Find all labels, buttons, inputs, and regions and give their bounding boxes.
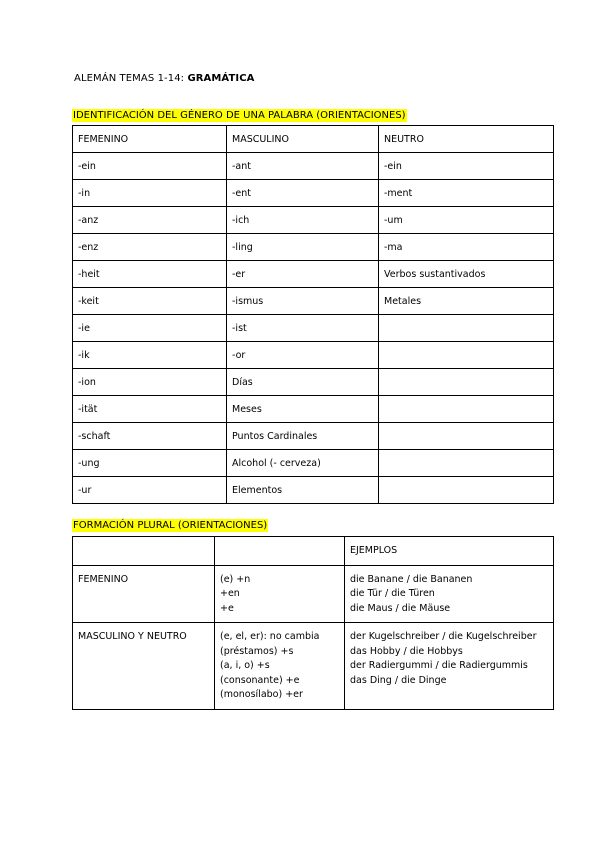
table-cell: -in xyxy=(73,180,227,207)
table-cell: -ich xyxy=(227,207,379,234)
plural-rule: (a, i, o) +s xyxy=(220,660,270,671)
table-cell xyxy=(379,315,554,342)
table-row xyxy=(73,153,554,180)
plural-example: die Banane / die Bananen xyxy=(350,573,473,585)
table-cell: -ma xyxy=(379,234,554,261)
table-cell: -schaft xyxy=(73,423,227,450)
table-row xyxy=(73,623,554,710)
table-row xyxy=(73,288,554,315)
table-cell: -enz xyxy=(73,234,227,261)
plural-example: das Hobby / die Hobbys xyxy=(350,645,463,657)
gender-label: FEMENINO xyxy=(73,565,215,623)
plural-example: der Kugelschreiber / die Kugelschreiber xyxy=(350,631,537,642)
table-cell: -er xyxy=(227,261,379,288)
table-header-row xyxy=(73,537,554,566)
table-row xyxy=(73,261,554,288)
table-cell: -ung xyxy=(73,450,227,477)
plural-rule: +en xyxy=(220,588,240,599)
plural-example: die Maus / die Mäuse xyxy=(350,602,451,614)
table-row xyxy=(73,450,554,477)
table-cell xyxy=(379,423,554,450)
table-cell: -ein xyxy=(379,153,554,180)
table-cell: -ik xyxy=(73,342,227,369)
plural-examples-cell xyxy=(345,565,554,623)
plural-example: die Tür / die Türen xyxy=(350,588,435,599)
table-cell: Metales xyxy=(379,288,554,315)
table-header-cell: EJEMPLOS xyxy=(345,537,554,566)
table-cell: -or xyxy=(227,342,379,369)
table-cell: NEUTRO xyxy=(379,126,554,153)
table-cell: -ur xyxy=(73,477,227,504)
table-cell: -ion xyxy=(73,369,227,396)
table-row xyxy=(73,315,554,342)
table-header-cell xyxy=(73,537,215,566)
plural-example: der Radiergummi / die Radiergummis xyxy=(350,660,528,671)
plural-rule: (préstamos) +s xyxy=(220,645,294,657)
table-cell: -ismus xyxy=(227,288,379,315)
plural-table xyxy=(72,536,554,710)
table-cell: -anz xyxy=(73,207,227,234)
table-cell: -ie xyxy=(73,315,227,342)
plural-rule: (consonante) +e xyxy=(220,674,300,686)
table-cell xyxy=(379,396,554,423)
table-cell: Alcohol (- cerveza) xyxy=(227,450,379,477)
plural-rules-cell xyxy=(215,623,345,710)
table-header-row xyxy=(73,126,554,153)
title-bold: GRAMÁTICA xyxy=(187,73,255,84)
plural-examples-cell xyxy=(345,623,554,710)
plural-rule: +e xyxy=(220,602,234,614)
table-row xyxy=(73,180,554,207)
table-row xyxy=(73,207,554,234)
table-cell: -ent xyxy=(227,180,379,207)
table-row xyxy=(73,369,554,396)
plural-rule: (monosílabo) +er xyxy=(220,689,303,700)
table-cell xyxy=(379,450,554,477)
table-cell: -ment xyxy=(379,180,554,207)
table-row xyxy=(73,234,554,261)
plural-rule: (e) +n xyxy=(220,573,251,585)
table-row xyxy=(73,423,554,450)
title-prefix: ALEMÁN TEMAS 1-14: xyxy=(74,73,188,84)
table-cell: -ant xyxy=(227,153,379,180)
table-header-cell xyxy=(215,537,345,566)
table-cell: -um xyxy=(379,207,554,234)
table-cell: FEMENINO xyxy=(73,126,227,153)
table-cell: Elementos xyxy=(227,477,379,504)
table-cell: -heit xyxy=(73,261,227,288)
plural-example: das Ding / die Dinge xyxy=(350,674,447,686)
document-title xyxy=(74,73,255,84)
table-cell xyxy=(379,477,554,504)
table-cell: -ling xyxy=(227,234,379,261)
plural-rule: (e, el, er): no cambia xyxy=(220,631,320,642)
gender-section-heading: IDENTIFICACIÓN DEL GÉNERO DE UNA PALABRA (ORIENTACIONES) xyxy=(73,110,406,121)
plural-rules-cell xyxy=(215,565,345,623)
table-cell: -ist xyxy=(227,315,379,342)
table-row xyxy=(73,396,554,423)
table-row xyxy=(73,565,554,623)
table-cell: Verbos sustantivados xyxy=(379,261,554,288)
table-cell: -ität xyxy=(73,396,227,423)
table-cell: Días xyxy=(227,369,379,396)
table-cell: Puntos Cardinales xyxy=(227,423,379,450)
gender-label: MASCULINO Y NEUTRO xyxy=(73,623,215,710)
table-cell xyxy=(379,342,554,369)
table-row xyxy=(73,477,554,504)
table-cell: MASCULINO xyxy=(227,126,379,153)
table-cell: -keit xyxy=(73,288,227,315)
table-cell: -ein xyxy=(73,153,227,180)
table-cell: Meses xyxy=(227,396,379,423)
gender-table xyxy=(72,125,554,504)
table-row xyxy=(73,342,554,369)
plural-section-heading: FORMACIÓN PLURAL (ORIENTACIONES) xyxy=(73,520,268,531)
table-cell xyxy=(379,369,554,396)
